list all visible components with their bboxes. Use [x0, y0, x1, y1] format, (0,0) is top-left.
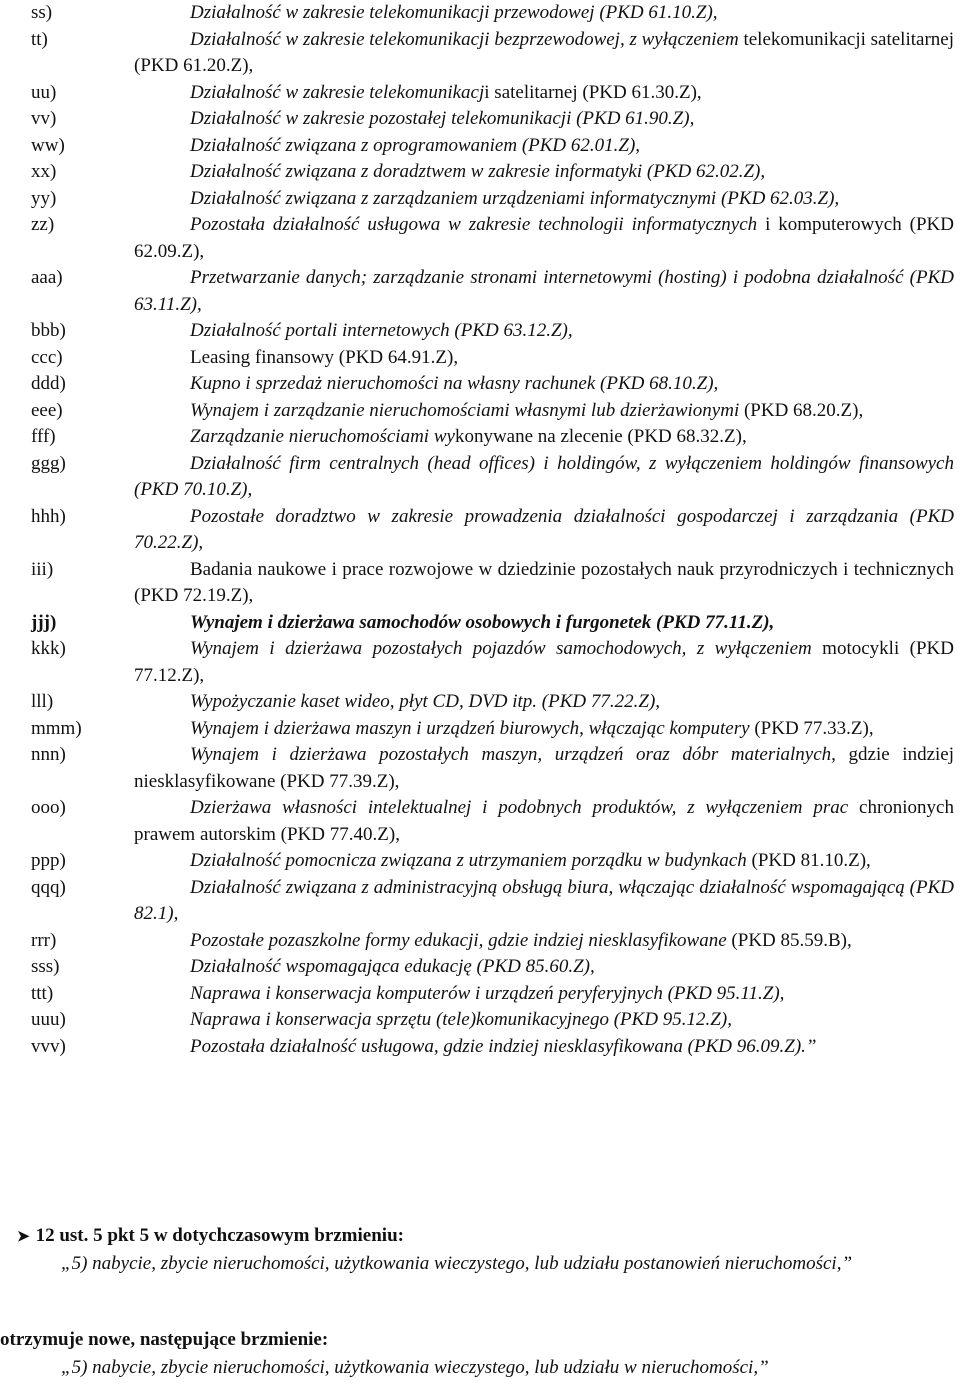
list-item-text: Działalność pomocnicza związana z utrzymaniem porządku w budynkach (PKD 81.10.Z),	[190, 850, 871, 871]
list-item-marker: qqq)	[31, 876, 66, 898]
list-item	[0, 159, 960, 186]
list-item-text: Pozostałe doradztwo w zakresie prowadzenia działalności gospodarczej i zarządzania (PKD 70.22.Z),	[134, 505, 954, 553]
list-item-text: Działalność w zakresie telekomunikacji satelitarnej (PKD 61.30.Z),	[190, 81, 702, 103]
list-item	[0, 689, 960, 716]
list-item-text: Badania naukowe i prace rozwojowe w dziedzinie pozostałych nauk przyrodniczych i technicznych (PKD 72.19.Z),	[134, 558, 954, 606]
list-item	[0, 610, 960, 637]
list-item-text: Działalność w zakresie pozostałej telekomunikacji (PKD 61.90.Z),	[190, 108, 695, 129]
list-item-marker: fff)	[31, 426, 56, 447]
list-item	[0, 716, 960, 743]
list-item-text: Wynajem i dzierżawa maszyn i urządzeń biurowych, włączając komputery (PKD 77.33.Z),	[190, 717, 874, 739]
list-item	[0, 1034, 960, 1061]
list-item-marker: rrr)	[31, 929, 57, 951]
list-item	[0, 928, 960, 955]
list-item	[0, 954, 960, 981]
list-item	[0, 742, 960, 795]
list-item	[0, 0, 960, 27]
list-item	[0, 1007, 960, 1034]
list-item-text: Pozostałe pozaszkolne formy edukacji, gdzie indziej niesklasyfikowane (PKD 85.59.B),	[190, 929, 852, 951]
list-item-marker: nnn)	[31, 744, 66, 765]
new-wording-quote: „5) nabycie, zbycie nieruchomości, użytkowania wieczystego, lub udziału w nieruchomości,”	[61, 1357, 769, 1378]
list-item-marker: ww)	[31, 134, 65, 156]
list-item	[0, 318, 960, 345]
list-item-marker: sss)	[31, 956, 60, 977]
list-item-marker: uu)	[31, 81, 57, 103]
list-item-marker: ccc)	[31, 346, 63, 368]
list-item-marker: zz)	[31, 214, 55, 235]
arrow-bullet-icon: ➤	[17, 1229, 30, 1245]
list-item-marker: hhh)	[31, 505, 66, 527]
list-item-marker: ppp)	[31, 850, 66, 871]
list-item	[0, 504, 960, 557]
list-item-marker: ooo)	[31, 797, 66, 818]
section-heading	[17, 1225, 404, 1247]
list-item-text: Działalność wspomagająca edukację (PKD 85.60.Z),	[190, 956, 595, 977]
list-item	[0, 106, 960, 133]
list-item-marker: bbb)	[31, 320, 66, 341]
list-item-marker: vvv)	[31, 1035, 66, 1057]
section-heading-text: 12 ust. 5 pkt 5 w dotychczasowym brzmieniu:	[35, 1225, 404, 1246]
list-item	[0, 80, 960, 107]
list-item	[0, 875, 960, 928]
list-item	[0, 265, 960, 318]
list-item-marker: iii)	[31, 558, 54, 580]
list-item-text: Działalność w zakresie telekomunikacji przewodowej (PKD 61.10.Z),	[190, 2, 718, 23]
list-item	[0, 636, 960, 689]
list-item-marker: uuu)	[31, 1009, 66, 1030]
list-item-marker: lll)	[31, 691, 54, 712]
list-item-text: Działalność w zakresie telekomunikacji bezprzewodowej, z wyłączeniem telekomunikacji satelitarnej (PKD 61.20.Z),	[134, 28, 954, 76]
list-item-text: Działalność związana z zarządzaniem urządzeniami informatycznymi (PKD 62.03.Z),	[190, 187, 840, 209]
list-item	[0, 186, 960, 213]
list-item	[0, 557, 960, 610]
old-wording-quote: „5) nabycie, zbycie nieruchomości, użytkowania wieczystego, lub udziału postanowień nieruchomości,”	[61, 1253, 853, 1274]
list-item	[0, 133, 960, 160]
list-item-marker: kkk)	[31, 638, 66, 659]
list-item-text: Wynajem i dzierżawa pozostałych pojazdów samochodowych, z wyłączeniem motocykli (PKD 77.12.Z),	[134, 638, 954, 686]
list-item-text: Działalność portali internetowych (PKD 63.12.Z),	[190, 320, 573, 341]
list-item-marker: mmm)	[31, 717, 82, 739]
list-item-marker: jjj)	[31, 611, 57, 633]
list-item-marker: tt)	[31, 28, 48, 50]
list-item-marker: ttt)	[31, 982, 54, 1004]
list-item-marker: ss)	[31, 2, 53, 23]
list-item-text: Naprawa i konserwacja sprzętu (tele)komunikacyjnego (PKD 95.12.Z),	[190, 1009, 732, 1030]
list-item-text: Dzierżawa własności intelektualnej i podobnych produktów, z wyłączeniem prac chronionych prawem autorskim (PKD 77.40.Z),	[134, 797, 954, 845]
list-item	[0, 424, 960, 451]
list-item	[0, 398, 960, 425]
list-item	[0, 212, 960, 265]
list-item-marker: vv)	[31, 108, 57, 129]
list-item-marker: aaa)	[31, 267, 63, 288]
list-item-text: Zarządzanie nieruchomościami wykonywane na zlecenie (PKD 68.32.Z),	[190, 426, 747, 447]
list-item-marker: eee)	[31, 399, 63, 421]
list-item-marker: xx)	[31, 161, 57, 182]
list-item-text: Kupno i sprzedaż nieruchomości na własny rachunek (PKD 68.10.Z),	[190, 373, 719, 394]
list-item-marker: ddd)	[31, 373, 66, 394]
list-item	[0, 848, 960, 875]
list-item-text: Pozostała działalność usługowa w zakresie technologii informatycznych i komputerowych (PKD 62.09.Z),	[134, 214, 954, 262]
list-item-text: Wynajem i dzierżawa pozostałych maszyn, urządzeń oraz dóbr materialnych, gdzie indziej niesklasyfikowane (PKD 77.39.Z),	[134, 744, 954, 792]
list-item-marker: ggg)	[31, 452, 66, 474]
list-item	[0, 371, 960, 398]
list-item	[0, 981, 960, 1008]
list-item	[0, 451, 960, 504]
list-item	[0, 795, 960, 848]
list-item-text: Działalność związana z doradztwem w zakresie informatyki (PKD 62.02.Z),	[190, 161, 766, 182]
list-item-text: Wynajem i zarządzanie nieruchomościami własnymi lub dzierżawionymi (PKD 68.20.Z),	[190, 399, 864, 421]
new-wording-heading: otrzymuje nowe, następujące brzmienie:	[0, 1329, 329, 1350]
list-item-text: Wypożyczanie kaset wideo, płyt CD, DVD itp. (PKD 77.22.Z),	[190, 691, 661, 712]
list-item-text: Wynajem i dzierżawa samochodów osobowych i furgonetek (PKD 77.11.Z),	[190, 611, 775, 633]
list-item-text: Leasing finansowy (PKD 64.91.Z),	[190, 346, 459, 368]
list-item-text: Pozostała działalność usługowa, gdzie indziej niesklasyfikowana (PKD 96.09.Z).”	[190, 1035, 817, 1057]
list-item-text: Działalność związana z oprogramowaniem (PKD 62.01.Z),	[190, 134, 641, 156]
list-item	[0, 345, 960, 372]
list-item-marker: yy)	[31, 187, 57, 209]
list-item-text: Naprawa i konserwacja komputerów i urządzeń peryferyjnych (PKD 95.11.Z),	[190, 982, 785, 1004]
list-item	[0, 27, 960, 80]
list-item-text: Działalność związana z administracyjną obsługą biura, włączając działalność wspomagającą (PKD 82.1),	[134, 876, 954, 924]
list-item-text: Działalność firm centralnych (head offices) i holdingów, z wyłączeniem holdingów finansowych (PKD 70.10.Z),	[134, 452, 954, 500]
list-item-text: Przetwarzanie danych; zarządzanie stronami internetowymi (hosting) i podobna działalność (PKD 63.11.Z),	[134, 267, 954, 315]
